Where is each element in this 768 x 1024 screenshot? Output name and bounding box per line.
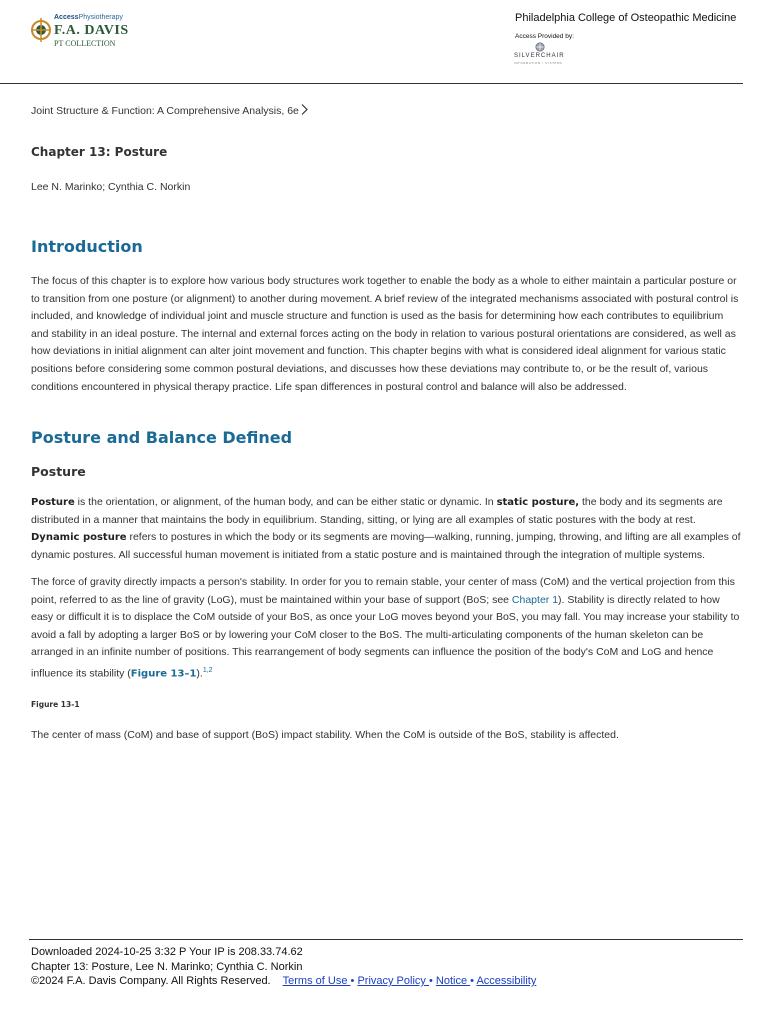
- figure-caption: The center of mass (CoM) and base of support (BoS) impact stability. When the CoM is outside of the BoS, stability is affected.: [31, 729, 619, 741]
- privacy-policy-link[interactable]: Privacy Policy: [357, 975, 429, 987]
- header-divider: [0, 83, 743, 84]
- chapter-1-link[interactable]: Chapter 1: [511, 593, 559, 606]
- gravity-stability-paragraph: The force of gravity directly impacts a person's stability. In order for you to remain stable, your center of mass (CoM) and the vertical projection from this point, referred to as the line of gravity (LoG), must be maintained within your base of support (BoS; see Chapter 1). Stability is directly related to how easy or difficult it is to displace the CoM outside of your BoS, as once your LoG moves beyond your BoS, you may fall. You may increase your stability to avoid a fall by adopting a larger BoS or by lowering your CoM closer to the BoS. The multi-articulating components of the human skeleton can be arranged in an infinite number of positions. This rearrangement of body segments can influence the position of the body's CoM and LoG and hence influence its stability (Figure 13–1).$^{1,2}$: [31, 576, 740, 680]
- footer-copyright-row: [31, 974, 536, 989]
- authors: Lee N. Marinko; Cynthia C. Norkin: [31, 181, 191, 193]
- fa-davis-logo[interactable]: [30, 12, 140, 52]
- reference-link[interactable]: 1,2: [202, 666, 213, 674]
- silverchair-emblem-icon: [535, 42, 545, 52]
- term-posture: Posture: [31, 497, 75, 508]
- figure-label: Figure 13-1: [31, 700, 80, 709]
- chapter-title: Chapter 13: Posture: [31, 145, 168, 159]
- logo-sub-text: PT COLLECTION: [54, 39, 116, 48]
- notice-link[interactable]: Notice: [435, 975, 471, 987]
- access-provided-label: Access Provided by:: [515, 33, 574, 40]
- silverchair-logo: [514, 41, 574, 65]
- footer-divider: [29, 939, 743, 940]
- logo-top-text: AccessPhysiotherapy: [54, 14, 123, 21]
- breadcrumb-book-title[interactable]: Joint Structure & Function: A Comprehensive Analysis, 6e: [31, 105, 299, 117]
- footer-separator: •: [350, 975, 355, 987]
- term-static-posture: static posture,: [496, 497, 580, 508]
- institution-name: Philadelphia College of Osteopathic Medicine: [515, 12, 737, 24]
- footer: [31, 945, 536, 989]
- silverchair-logo-text: SILVERCHAIR: [514, 53, 565, 59]
- posture-balance-heading: Posture and Balance Defined: [31, 428, 293, 447]
- terms-of-use-link[interactable]: Terms of Use: [282, 975, 351, 987]
- introduction-paragraph: The focus of this chapter is to explore how various body structures work together to enable the body as a whole to either maintain a particular posture or to transition from one posture (or alignment) to another during movement. A brief review of the integrated mechanisms associated with postural control is included, and knowledge of individual joint and muscle structure and function is used as the basis for determining how each contributes to equilibrium and stability in an ideal posture. The internal and external forces acting on the body in relation to various postural orientations are considered, as well as how deviations in initial alignment can alter joint movement and function. This chapter begins with what is considered ideal alignment for various static positions before considering some common postural deviations, and discusses how these deviations may contribute to, or be the result of, various conditions encountered in physical therapy practice. Life span differences in postural control and balance will also be addressed.: [31, 275, 739, 393]
- footer-separator: •: [428, 975, 433, 987]
- logo-main-text: F.A. DAVIS: [54, 23, 129, 38]
- figure-13-1-link[interactable]: Figure 13–1: [130, 668, 197, 680]
- introduction-heading: Introduction: [31, 237, 143, 256]
- posture-definition-paragraph: Posture is the orientation, or alignment, of the human body, and can be either static or dynamic. In static posture, the body and its segments are distributed in a manner that maintains the body in equilibrium. Standing, sitting, or lying are all examples of static postures with the body at rest. Dynamic posture refers to postures in which the body or its segments are moving—walking, running, jumping, throwing, and lifting are all examples of dynamic postures. All successful human movement is initiated from a static posture and is maintained through the integration of multiple systems.: [31, 496, 741, 561]
- term-dynamic-posture: Dynamic posture: [31, 532, 127, 544]
- copyright-text: ©2024 F.A. Davis Company. All Rights Reserved.: [31, 975, 271, 987]
- breadcrumb[interactable]: [31, 104, 308, 117]
- footer-chapter-citation: Chapter 13: Posture, Lee N. Marinko; Cynthia C. Norkin: [31, 960, 303, 973]
- download-info: Downloaded 2024-10-25 3:32 P Your IP is 208.33.74.62: [31, 946, 303, 958]
- chevron-right-icon[interactable]: [301, 104, 308, 115]
- accessibility-link[interactable]: Accessibility: [476, 975, 537, 987]
- footer-separator: •: [470, 975, 474, 987]
- posture-subheading: Posture: [31, 464, 86, 479]
- silverchair-logo-subtext: INFORMATION / SYSTEMS: [514, 61, 563, 65]
- globe-icon: [30, 14, 52, 46]
